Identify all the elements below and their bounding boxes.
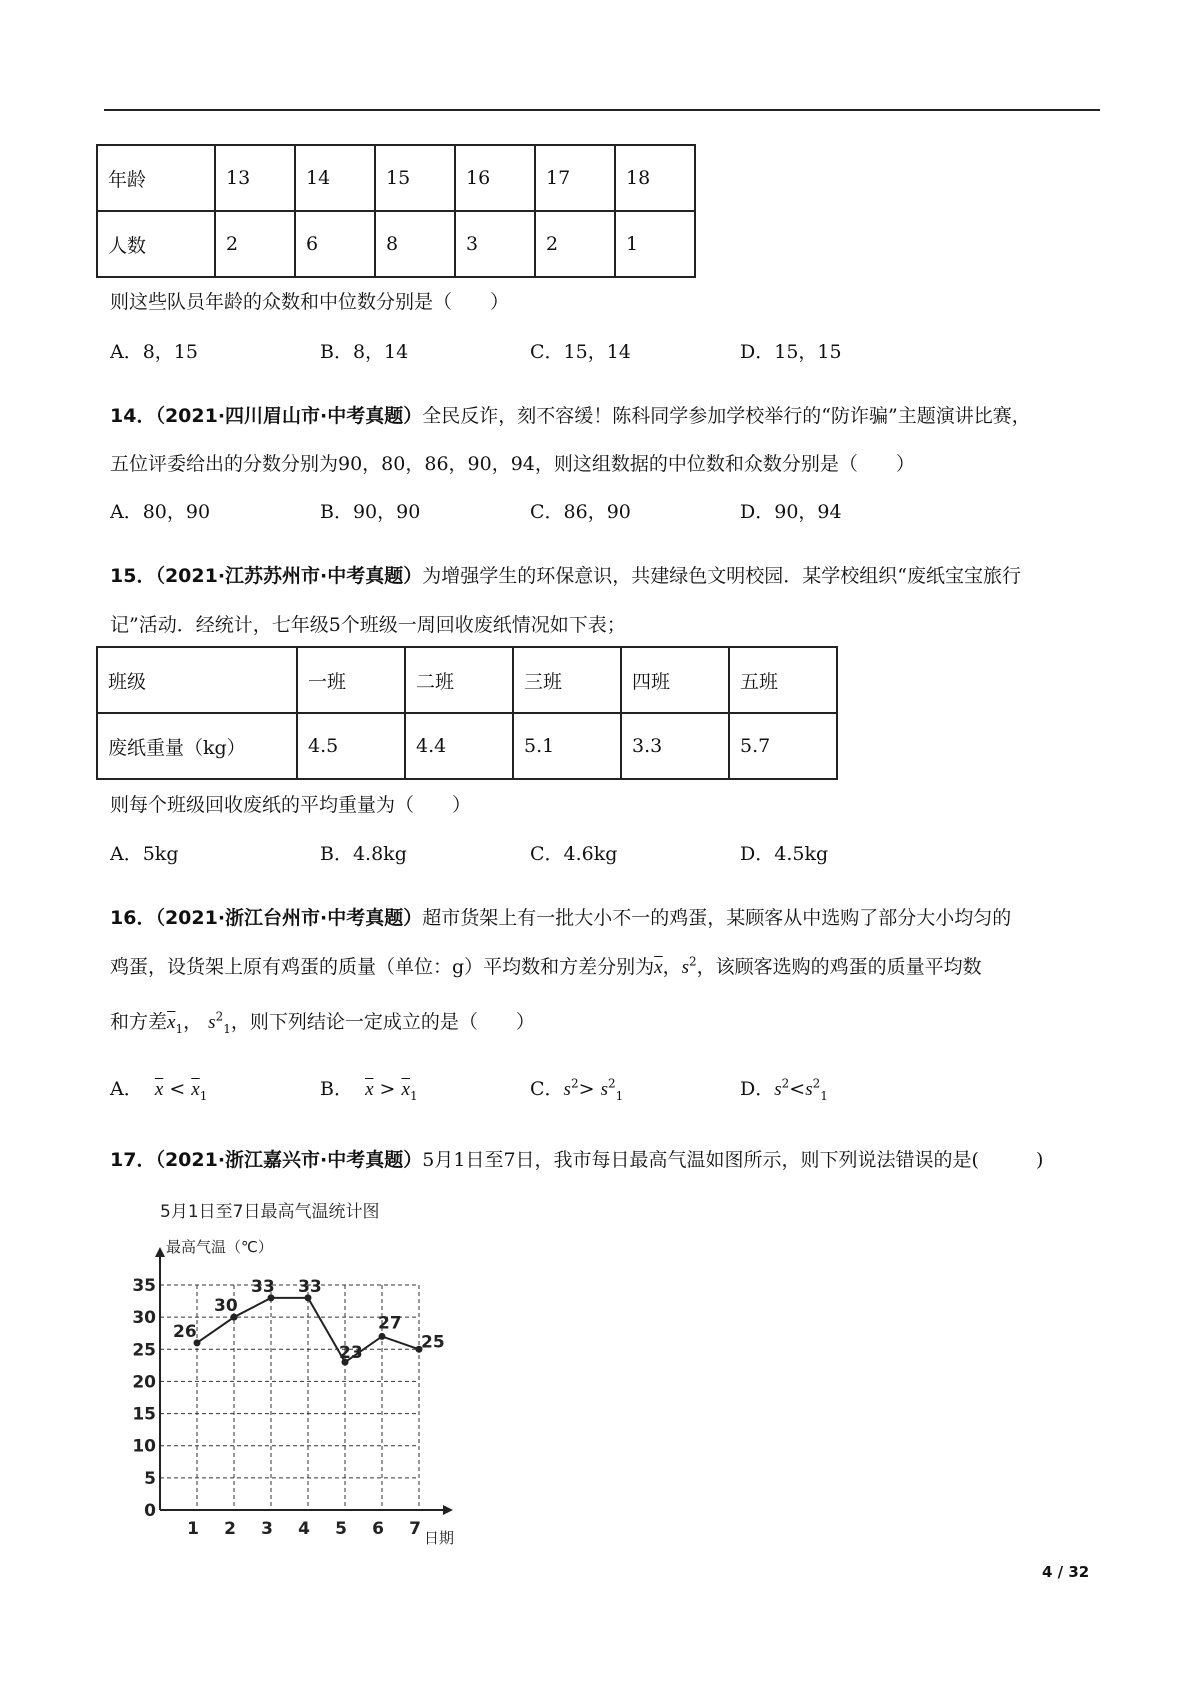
subscript: 1 [409, 1088, 418, 1103]
x-tick-label: 3 [261, 1519, 273, 1539]
q13-option-c: C．15，14 [530, 341, 631, 363]
q14-option-a: A．80，90 [110, 501, 211, 523]
chart-title: 5月1日至7日最高气温统计图 [160, 1202, 380, 1222]
q16-line2 [110, 952, 982, 979]
q16-option-b [320, 1074, 418, 1103]
data-label: 33 [298, 1276, 322, 1297]
q13-option-b: B．8，14 [320, 341, 409, 363]
q14-line2: 五位评委给出的分数分别为90，80，86，90，94，则这组数据的中位数和众数分别是（ ） [110, 453, 915, 475]
q17-number: 17．（2021·浙江嘉兴市·中考真题） [110, 1149, 423, 1171]
s-var: s [600, 1079, 608, 1100]
x-tick-label: 6 [372, 1519, 384, 1539]
superscript: 2 [781, 1076, 790, 1091]
comma: ， [662, 956, 682, 978]
q15-line1 [110, 561, 1021, 588]
table-cell: 2 [215, 211, 295, 277]
q15-option-a: A．5kg [110, 843, 179, 865]
q15-number: 15．（2021·江苏苏州市·中考真题） [110, 565, 423, 587]
operator: > [379, 1078, 396, 1100]
table-cell: 15 [375, 145, 455, 211]
x-bar: $\overline{x}$ [654, 957, 663, 978]
page-number: 4 / 32 [1042, 1563, 1090, 1581]
superscript: 2 [607, 1076, 616, 1091]
table-cell: 五班 [729, 647, 837, 713]
subscript: 1 [175, 1021, 184, 1036]
table-cell: 8 [375, 211, 455, 277]
table-row [97, 145, 695, 211]
x-bar: $\overline{x}$ [401, 1079, 410, 1100]
subscript: 1 [820, 1088, 828, 1103]
table-cell: 人数 [97, 211, 215, 277]
q16-line3-text: 和方差 [110, 1011, 168, 1033]
q16-line2-text: 鸡蛋，设货架上原有鸡蛋的质量（单位：g）平均数和方差分别为 [110, 956, 655, 978]
x-bar: $\overline{x}$ [154, 1079, 164, 1100]
table-cell: 3.3 [621, 713, 729, 779]
q14-option-c: C．86，90 [530, 501, 631, 523]
table-cell: 四班 [621, 647, 729, 713]
table-cell: 18 [615, 145, 695, 211]
subscript: 1 [223, 1021, 231, 1036]
superscript: 2 [215, 1009, 224, 1024]
q16-line3 [110, 1007, 535, 1036]
y-axis-label: 最高气温（℃） [166, 1238, 273, 1256]
q15-option-c: C．4.6kg [530, 843, 618, 865]
table-row [97, 713, 837, 779]
table-cell: 17 [535, 145, 615, 211]
q13-stem: 则这些队员年龄的众数和中位数分别是（ ） [110, 291, 510, 313]
q15-text: 为增强学生的环保意识，共建绿色文明校园．某学校组织“废纸宝宝旅行 [422, 565, 1021, 587]
y-tick-label: 30 [132, 1308, 156, 1329]
q16-option-d [740, 1074, 828, 1103]
option-letter: B． [320, 1078, 353, 1100]
s-var: s [681, 957, 690, 978]
q15-line2: 记”活动．经统计，七年级5个班级一周回收废纸情况如下表； [110, 614, 626, 636]
x-axis-label: 日期 [424, 1529, 455, 1547]
table-row [97, 647, 837, 713]
q14-text: 全民反诈，刻不容缓！陈科同学参加学校举行的“防诈骗”主题演讲比赛， [422, 405, 1031, 427]
table-cell: 4.5 [297, 713, 405, 779]
x-tick-label: 4 [298, 1519, 310, 1539]
table-cell: 3 [455, 211, 535, 277]
q15-stem: 则每个班级回收废纸的平均重量为（ ） [110, 794, 472, 816]
table-cell: 三班 [513, 647, 621, 713]
y-tick-label: 20 [132, 1372, 156, 1393]
age-table [96, 144, 696, 278]
option-letter: A． [110, 1078, 143, 1100]
option-letter: C． [530, 1078, 564, 1100]
operator: < [169, 1078, 186, 1100]
x-bar: $\overline{x}$ [191, 1079, 200, 1100]
q15-option-b: B．4.8kg [320, 843, 407, 865]
q16-option-a [110, 1074, 207, 1103]
s-var: s [563, 1079, 571, 1100]
data-label: 33 [251, 1276, 275, 1297]
q16-number: 16．（2021·浙江台州市·中考真题） [110, 907, 423, 929]
comma: ， [183, 1011, 203, 1033]
s-var: s [208, 1012, 216, 1033]
q16-line3-text-b: ，则下列结论一定成立的是（ ） [230, 1011, 535, 1033]
y-axis-arrow [155, 1247, 165, 1257]
operator: > [578, 1078, 595, 1100]
q14-line1 [110, 401, 1031, 428]
table-cell: 废纸重量（kg） [97, 713, 297, 779]
q14-option-d: D．90，94 [740, 501, 842, 523]
x-axis-arrow [443, 1505, 453, 1515]
y-tick-label: 5 [144, 1468, 156, 1489]
table-cell: 13 [215, 145, 295, 211]
x-tick-label: 1 [187, 1519, 199, 1539]
y-tick-label: 15 [132, 1404, 156, 1425]
superscript: 2 [570, 1076, 579, 1091]
data-label: 30 [214, 1296, 238, 1317]
q16-line1 [110, 903, 1011, 930]
table-cell: 5.1 [513, 713, 621, 779]
chart-points [173, 1277, 445, 1366]
q16-line2-text-b: ，该顾客选购的鸡蛋的质量平均数 [696, 956, 982, 978]
q14-option-b: B．90，90 [320, 501, 421, 523]
s-var: s [805, 1079, 813, 1100]
operator: < [789, 1078, 806, 1100]
table-cell: 2 [535, 211, 615, 277]
data-point [379, 1333, 386, 1340]
x-bar: $\overline{x}$ [365, 1079, 374, 1100]
table-cell: 班级 [97, 647, 297, 713]
table-cell: 4.4 [405, 713, 513, 779]
q15-option-d: D．4.5kg [740, 843, 829, 865]
header-rule [104, 109, 1100, 111]
table-cell: 一班 [297, 647, 405, 713]
q17-line [110, 1145, 1043, 1172]
q13-option-a: A．8，15 [110, 341, 198, 363]
subscript: 1 [199, 1088, 208, 1103]
x-tick-label: 5 [335, 1519, 347, 1539]
s-var: s [774, 1079, 782, 1100]
subscript: 1 [615, 1088, 624, 1103]
x-tick-label: 7 [409, 1519, 421, 1539]
q17-text: 5月1日至7日，我市每日最高气温如图所示，则下列说法错误的是( ) [422, 1149, 1044, 1171]
option-letter: D． [740, 1078, 775, 1100]
table-cell: 16 [455, 145, 535, 211]
table-cell: 1 [615, 211, 695, 277]
x-tick-label: 2 [224, 1519, 236, 1539]
x-bar: $\overline{x}$ [167, 1012, 176, 1033]
table-row [97, 211, 695, 277]
table-cell: 6 [295, 211, 375, 277]
data-label: 26 [173, 1321, 197, 1342]
y-tick-label: 35 [132, 1276, 156, 1296]
data-label: 27 [378, 1313, 402, 1334]
q16-option-c [530, 1074, 623, 1103]
y-tick-label: 0 [144, 1501, 156, 1521]
data-label: 23 [339, 1343, 363, 1364]
data-label: 25 [421, 1332, 445, 1353]
superscript: 2 [812, 1076, 821, 1091]
table-cell: 14 [295, 145, 375, 211]
superscript: 2 [689, 954, 697, 969]
table-cell: 二班 [405, 647, 513, 713]
q14-number: 14．（2021·四川眉山市·中考真题） [110, 405, 423, 427]
q16-text: 超市货架上有一批大小不一的鸡蛋，某顾客从中选购了部分大小均匀的 [422, 907, 1012, 929]
temperature-line-chart [132, 1195, 460, 1555]
paper-table [96, 646, 838, 780]
table-cell: 年龄 [97, 145, 215, 211]
y-tick-label: 25 [132, 1340, 156, 1361]
y-tick-label: 10 [132, 1436, 156, 1457]
q13-option-d: D．15，15 [740, 341, 842, 363]
table-cell: 5.7 [729, 713, 837, 779]
